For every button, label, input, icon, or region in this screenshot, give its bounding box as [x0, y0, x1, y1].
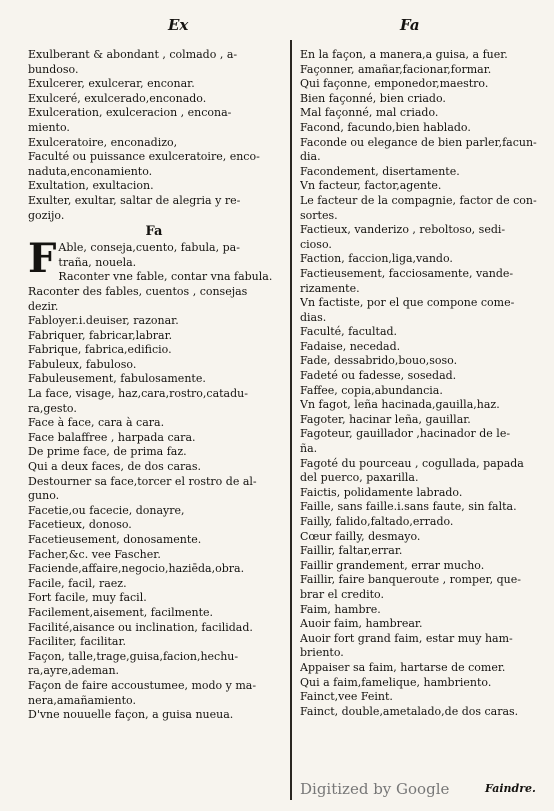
dictionary-line: Façonner, amañar,facionar,formar. [300, 62, 492, 76]
right-entries [300, 48, 540, 719]
dictionary-line: Failly, falido,faltado,errado. [300, 515, 454, 528]
dictionary-line: Vn facteur, factor,agente. [300, 179, 442, 193]
digitized-watermark: Digitized by Google [300, 780, 450, 798]
dictionary-line: Le facteur de la compagnie, factor de con- [300, 193, 537, 207]
dictionary-line: Fagoter, hacinar leña, gauillar. [300, 412, 471, 426]
dictionary-line: nera,amañamiento. [28, 693, 136, 707]
dictionary-line: Faculté, facultad. [300, 325, 398, 339]
page-header [0, 0, 554, 44]
dictionary-line: Façon de faire accoustumee, modo y ma- [28, 678, 257, 692]
dictionary-line: dias. [300, 310, 327, 324]
dictionary-line: Face balaffree , harpada cara. [28, 430, 196, 444]
dictionary-line: del puerco, paxarilla. [300, 471, 419, 485]
dictionary-line: Fabriquer, fabricar,labrar. [28, 328, 173, 342]
dictionary-line: Faictis, polidamente labrado. [300, 485, 463, 499]
dictionary-line: Faffee, copia,abundancia. [300, 383, 443, 397]
dictionary-line: Facher,&c. vee Fascher. [28, 547, 161, 561]
dictionary-line: Faillir, faire banqueroute , romper, que- [300, 573, 521, 587]
section-body [28, 235, 280, 723]
dictionary-line: Exulceratoire, enconadizo, [28, 135, 178, 149]
dictionary-line: Faillir grandement, errar mucho. [300, 558, 485, 572]
header-left: Ex [168, 16, 189, 34]
dictionary-line: dia. [300, 150, 321, 164]
dictionary-line: ra,ayre,ademan. [28, 664, 120, 678]
dictionary-line: Face à face, cara à cara. [28, 416, 165, 430]
column-divider [290, 40, 292, 800]
dictionary-line: Facile, facil, raez. [28, 576, 127, 590]
dictionary-line: Fagoteur, gauillador ,hacinador de le- [300, 427, 511, 441]
dictionary-line: rizamente. [300, 281, 360, 295]
dictionary-line: Faction, faccion,liga,vando. [300, 252, 453, 266]
dictionary-line: Faciende,affaire,negocio,haziēda,obra. [28, 562, 245, 576]
dictionary-line: Exultation, exultacion. [28, 179, 154, 193]
dictionary-line: briento. [300, 646, 344, 660]
dictionary-line: Facetieusement, donosamente. [28, 533, 202, 546]
dictionary-line: En la façon, a manera,a guisa, a fuer. [300, 48, 508, 61]
dictionary-line: Fadaise, necedad. [300, 339, 401, 353]
dictionary-line: Auoir faim, hambrear. [300, 617, 423, 631]
dictionary-line: Qui a deux faces, de dos caras. [28, 460, 201, 474]
dictionary-line: dezir. [28, 299, 59, 313]
dictionary-line: Able, conseja,cuento, fabula, pa- [58, 241, 240, 255]
left-entries-bottom [28, 235, 280, 723]
dictionary-line: Raconter des fables, cuentos , consejas [28, 284, 248, 298]
dictionary-line: Facondement, disertamente. [300, 164, 460, 178]
dictionary-line: Exulter, exultar, saltar de alegria y re- [28, 193, 241, 207]
dictionary-line: Faille, sans faille.i.sans faute, sin falta. [300, 500, 517, 514]
dictionary-line: Exulberant & abondant , colmado , a- [28, 48, 238, 61]
dictionary-line: Factieux, vanderizo , reboltoso, sedi- [300, 223, 506, 237]
dictionary-line: Fabloyer.i.deuiser, razonar. [28, 314, 179, 328]
dictionary-line: Appaiser sa faim, hartarse de comer. [300, 660, 506, 674]
dictionary-line: Facetieux, donoso. [28, 518, 132, 532]
dictionary-line: Mal façonné, mal criado. [300, 106, 439, 120]
dictionary-line: Fort facile, muy facil. [28, 591, 147, 605]
right-column [300, 48, 540, 719]
dictionary-line: D'vne nouuelle façon, a guisa nueua. [28, 708, 234, 722]
dictionary-line: ña. [300, 442, 318, 456]
dictionary-line: naduta,enconamiento. [28, 164, 153, 178]
dictionary-line: Vn fagot, leña hacinada,gauilla,haz. [300, 398, 500, 412]
catchword: Faindre. [485, 782, 536, 795]
dictionary-line: brar el credito. [300, 587, 384, 601]
dictionary-line: sortes. [300, 208, 338, 222]
dictionary-line: Qui a faim,famelique, hambriento. [300, 675, 492, 689]
dictionary-line: Exulceration, exulceracion , encona- [28, 106, 232, 120]
dictionary-line: gozijo. [28, 208, 65, 222]
dictionary-line: Vn factiste, por el que compone come- [300, 296, 515, 310]
dictionary-line: Fainct,vee Feint. [300, 690, 393, 704]
dictionary-line: Cœur failly, desmayo. [300, 529, 421, 543]
dictionary-line: bundoso. [28, 62, 79, 76]
dictionary-line: Fabuleux, fabuloso. [28, 357, 137, 371]
dictionary-line: Fabuleusement, fabulosamente. [28, 372, 206, 386]
dictionary-line: Faillir, faltar,errar. [300, 544, 403, 558]
dictionary-line: Auoir fort grand faim, estar muy ham- [300, 631, 513, 645]
dictionary-line: Facetie,ou facecie, donayre, [28, 503, 185, 517]
header-right: Fa [400, 16, 420, 34]
dictionary-line: De prime face, de prima faz. [28, 445, 187, 459]
dictionary-line: Faciliter, facilitar. [28, 635, 127, 649]
dictionary-line: Factieusement, facciosamente, vande- [300, 266, 514, 280]
dictionary-line: Fagoté du pourceau , cogullada, papada [300, 456, 524, 470]
dictionary-line: Raconter vne fable, contar vna fabula. [58, 270, 273, 284]
dictionary-line: Fabrique, fabrica,edificio. [28, 343, 172, 357]
dictionary-line: Fadeté ou fadesse, sosedad. [300, 369, 457, 383]
dictionary-line: Fainct, double,ametalado,de dos caras. [300, 704, 519, 718]
dictionary-line: Qui façonne, emponedor,maestro. [300, 77, 489, 91]
dictionary-line: cioso. [300, 237, 332, 251]
left-column [28, 48, 280, 723]
dictionary-line: Faconde ou elegance de bien parler,facun- [300, 135, 537, 149]
dictionary-line: guno. [28, 489, 60, 503]
dictionary-line: Facond, facundo,bien hablado. [300, 120, 471, 134]
dictionary-line: Facilité,aisance ou inclination, facilidad. [28, 620, 253, 634]
dictionary-line: miento. [28, 120, 70, 134]
dictionary-line: traña, nouela. [58, 255, 137, 269]
dictionary-line: Fade, dessabrido,bouo,soso. [300, 354, 458, 368]
dictionary-line: Faim, hambre. [300, 602, 381, 616]
dictionary-line: Exulceré, exulcerado,enconado. [28, 91, 207, 105]
dictionary-line: Façon, talle,trage,guisa,facion,hechu- [28, 649, 239, 663]
left-entries-top [28, 48, 280, 223]
dictionary-line: Destourner sa face,torcer el rostro de al- [28, 474, 257, 488]
dictionary-line: La face, visage, haz,cara,rostro,catadu- [28, 387, 248, 401]
drop-cap-letter: F [28, 235, 57, 283]
dictionary-line: Faculté ou puissance exulceratoire, enco- [28, 150, 260, 164]
section-heading: Fa [145, 224, 163, 240]
dictionary-line: Bien façonné, bien criado. [300, 91, 446, 105]
dictionary-line: ra,gesto. [28, 401, 77, 415]
dictionary-line: Facilement,aisement, facilmente. [28, 605, 214, 619]
dictionary-line: Exulcerer, exulcerar, enconar. [28, 77, 195, 91]
